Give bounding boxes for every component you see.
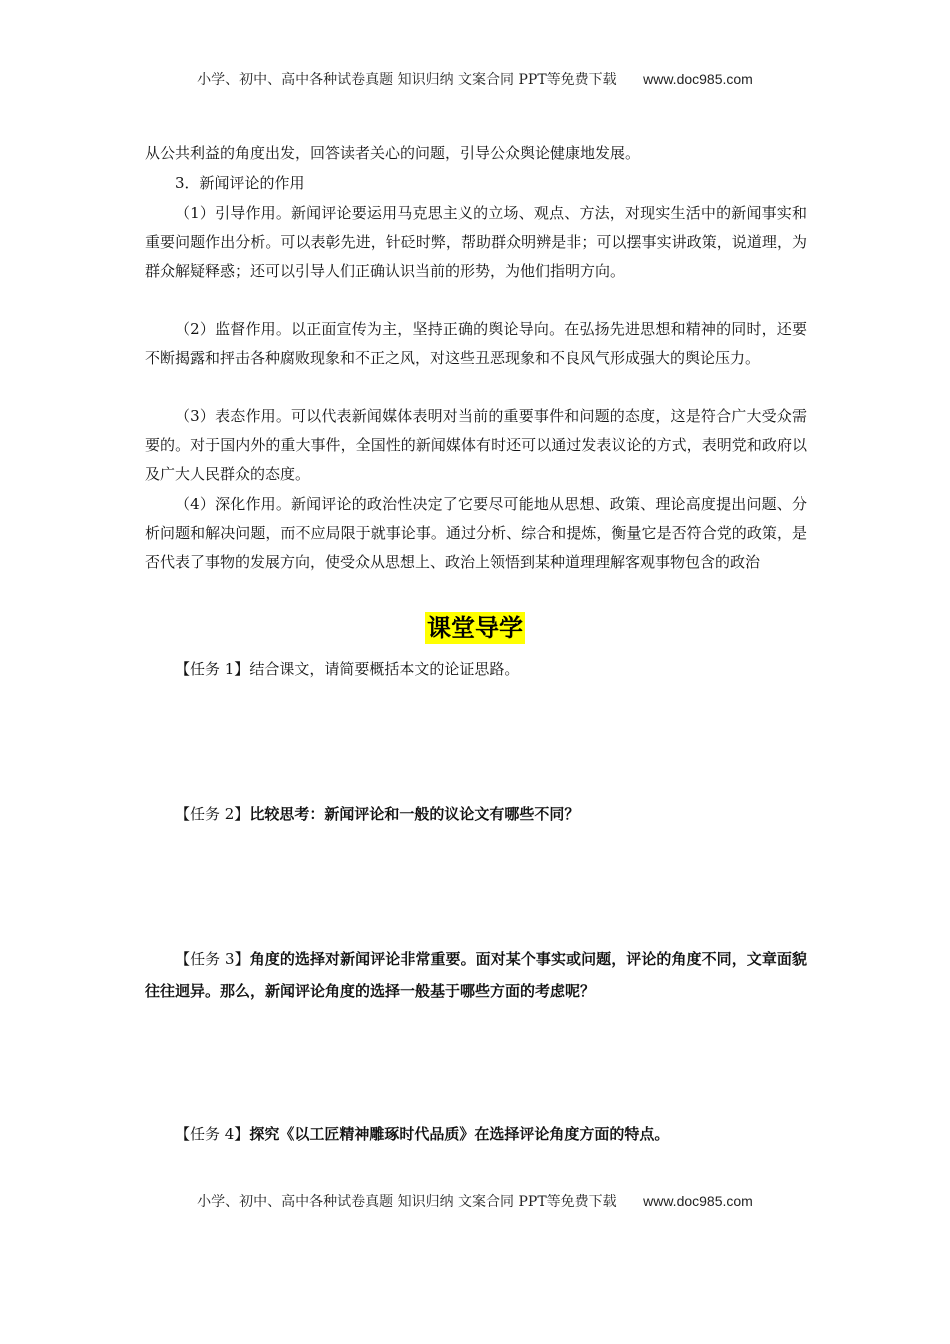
task-2	[175, 798, 807, 830]
page-header	[0, 69, 950, 89]
paragraph-stance: （3）表态作用。可以代表新闻媒体表明对当前的重要事件和问题的态度，这是符合广大受众需要的。对于国内外的重大事件，全国性的新闻媒体有时还可以通过发表议论的方式，表明党和政府以及广大人民群众的态度。	[145, 407, 807, 483]
section-title	[0, 612, 950, 644]
header-text: 小学、初中、高中各种试卷真题 知识归纳 文案合同 PPT等免费下载	[197, 72, 617, 88]
paragraph-deepening: （4）深化作用。新闻评论的政治性决定了它要尽可能地从思想、政策、理论高度提出问题、分析问题和解决问题，而不应局限于就事论事。通过分析、综合和提炼，衡量它是否符合党的政策，是否代表了事物的发展方向，使受众从思想上、政治上领悟到某种道理理解客观事物包含的政治	[145, 495, 807, 571]
task-3	[145, 943, 807, 1007]
footer-text: 小学、初中、高中各种试卷真题 知识归纳 文案合同 PPT等免费下载	[197, 1194, 617, 1210]
task-3-tag: 【任务 3】	[175, 950, 250, 968]
task-1	[175, 653, 807, 685]
task-4-text: 探究《以工匠精神雕琢时代品质》在选择评论角度方面的特点。	[249, 1125, 670, 1143]
paragraph-supervision: （2）监督作用。以正面宣传为主，坚持正确的舆论导向。在弘扬先进思想和精神的同时，还要不断揭露和抨击各种腐败现象和不正之风，对这些丑恶现象和不良风气形成强大的舆论压力。	[145, 320, 807, 367]
page-footer	[0, 1191, 950, 1211]
task-4-tag: 【任务 4】	[175, 1125, 250, 1143]
section-3-heading: 3．新闻评论的作用	[175, 174, 305, 192]
section-title-highlight: 课堂导学	[427, 614, 523, 642]
task-3-text: 角度的选择对新闻评论非常重要。面对某个事实或问题，评论的角度不同，文章面貌往往迥异。那么，新闻评论角度的选择一般基于哪些方面的考虑呢？	[145, 950, 807, 1000]
task-4	[175, 1118, 807, 1150]
intro-line: 从公共利益的角度出发，回答读者关心的问题，引导公众舆论健康地发展。	[145, 144, 641, 162]
task-2-text: 比较思考：新闻评论和一般的议论文有哪些不同？	[249, 805, 580, 823]
task-1-tag: 【任务 1】	[175, 660, 250, 678]
header-url[interactable]: www.doc985.com	[643, 71, 753, 87]
task-1-text: 结合课文，请简要概括本文的论证思路。	[249, 660, 520, 678]
task-2-tag: 【任务 2】	[175, 805, 250, 823]
paragraph-guidance: （1）引导作用。新闻评论要运用马克思主义的立场、观点、方法，对现实生活中的新闻事实和重要问题作出分析。可以表彰先进，针砭时弊，帮助群众明辨是非；可以摆事实讲政策，说道理，为群众解疑释惑；还可以引导人们正确认识当前的形势，为他们指明方向。	[145, 204, 807, 280]
footer-url[interactable]: www.doc985.com	[643, 1193, 753, 1209]
